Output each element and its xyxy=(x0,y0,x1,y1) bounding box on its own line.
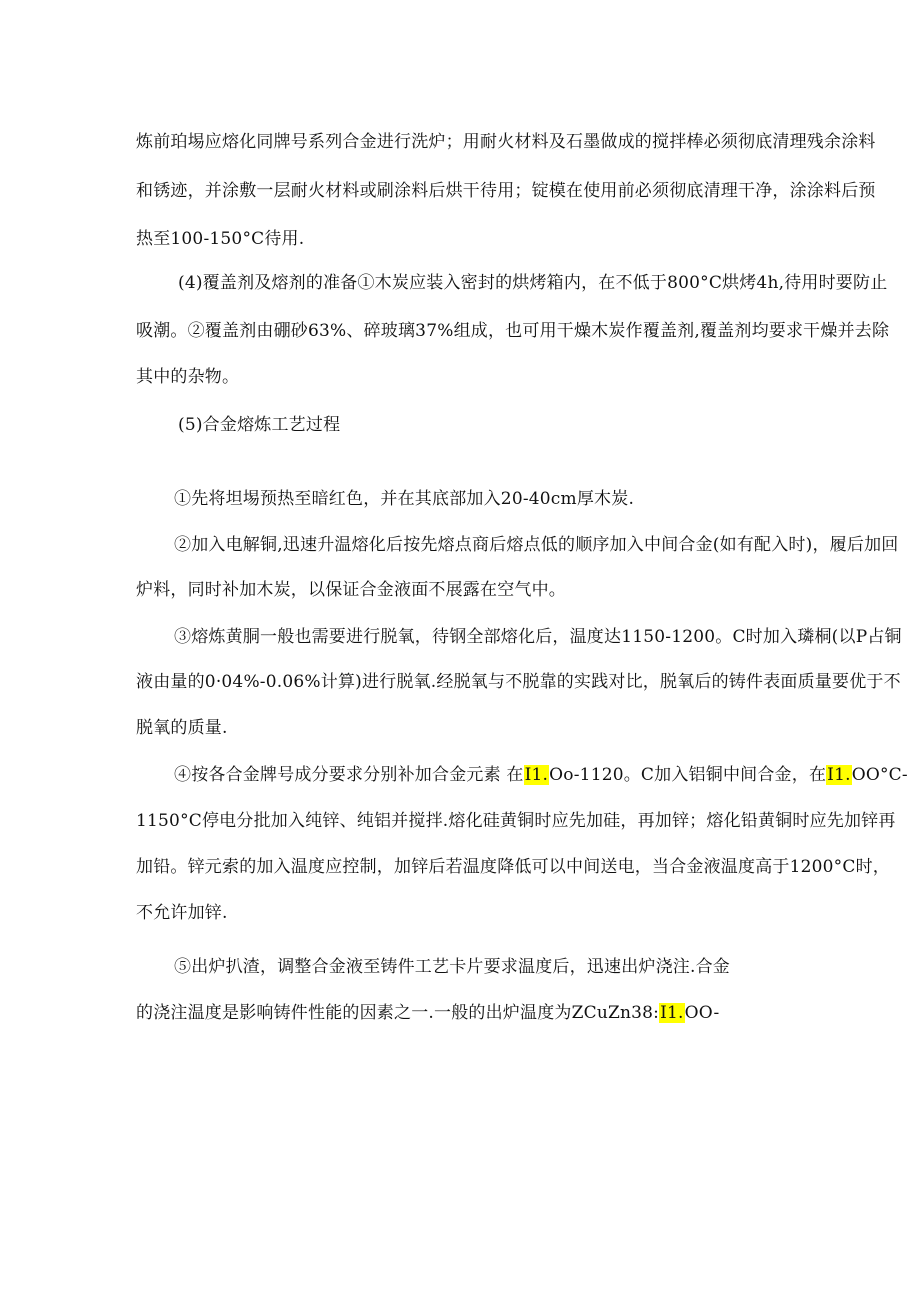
step-4-line-4: 不允许加锌. xyxy=(136,903,228,923)
step-4-line-1 xyxy=(174,764,908,786)
step-3-line-2: 液由量的0·04%-0.06%计算)进行脱氧.经脱氧与不脱靠的实践对比，脱氧后的铸件表面质量要优于不 xyxy=(136,672,901,692)
paragraph-1-line-2: 和锈迹，并涂敷一层耐火材料或刷涂料后烘干待用；锭模在使用前必须彻底清理干净，涂涂料后预 xyxy=(136,181,876,201)
step-3-line-1: ③熔炼黄胴一般也需要进行脱氧，待钢全部熔化后，温度达1150-1200。C时加入璘桐(以P占铜 xyxy=(174,627,902,647)
step-4-text-a: ④按各合金牌号成分要求分别补加合金元素 在 xyxy=(174,765,524,785)
section-heading: (5)合金熔炼工艺过程 xyxy=(178,415,341,435)
paragraph-1-line-1: 炼前珀埸应熔化同牌号系列合金进行洗炉；用耐火材料及石墨做成的搅拌棒必须彻底清理残余涂料 xyxy=(136,132,876,152)
paragraph-1-line-3: 热至100-150°C待用. xyxy=(136,229,305,249)
step-4-text-c: OO°C- xyxy=(851,765,908,785)
step-5-text-a: 的浇注温度是影响铸件性能的因素之一.一般的出炉温度为ZCuZn38: xyxy=(136,1003,660,1023)
step-4-text-b: Oo-1120。C加入铝铜中间合金，在 xyxy=(549,765,827,785)
step-5-line-2 xyxy=(136,1002,719,1024)
highlight-mark: I1. xyxy=(524,765,549,785)
step-2-line-2: 炉料，同时补加木炭，以保证合金液面不展露在空气中。 xyxy=(136,580,566,600)
step-5-text-b: OO- xyxy=(684,1003,720,1023)
step-5-line-1: ⑤出炉扒渣，调整合金液至铸件工艺卡片要求温度后，迅速出炉浇注.合金 xyxy=(174,957,731,977)
paragraph-2-line-1: (4)覆盖剂及熔剂的准备①木炭应装入密封的烘烤箱内，在不低于800°C烘烤4h,待用时要防止 xyxy=(178,273,888,293)
highlight-mark: I1. xyxy=(827,765,851,785)
paragraph-2-line-3: 其中的杂物。 xyxy=(136,367,240,387)
step-2-line-1: ②加入电解铜,迅速升温熔化后按先熔点商后熔点低的顺序加入中间合金(如有配入时)，履后加回 xyxy=(174,535,899,555)
step-1-line-1: ①先将坦埸预热至暗红色，并在其底部加入20-40cm厚木炭. xyxy=(174,489,635,509)
step-3-line-3: 脱氧的质量. xyxy=(136,718,228,738)
step-4-line-3: 加铅。锌元索的加入温度应控制，加锌后若温度降低可以中间送电，当合金液温度高于1200°C时， xyxy=(136,857,890,877)
step-4-line-2: 1150°C停电分批加入纯锌、纯铝并搅拌.熔化硅黄铜时应先加硅，再加锌；熔化铅黄铜时应先加锌再 xyxy=(136,811,896,831)
highlight-mark: I1. xyxy=(660,1003,684,1023)
paragraph-2-line-2: 吸潮。②覆盖剂由硼砂63%、碎玻璃37%组成，也可用干燥木炭作覆盖剂,覆盖剂均要求干燥并去除 xyxy=(136,321,890,341)
